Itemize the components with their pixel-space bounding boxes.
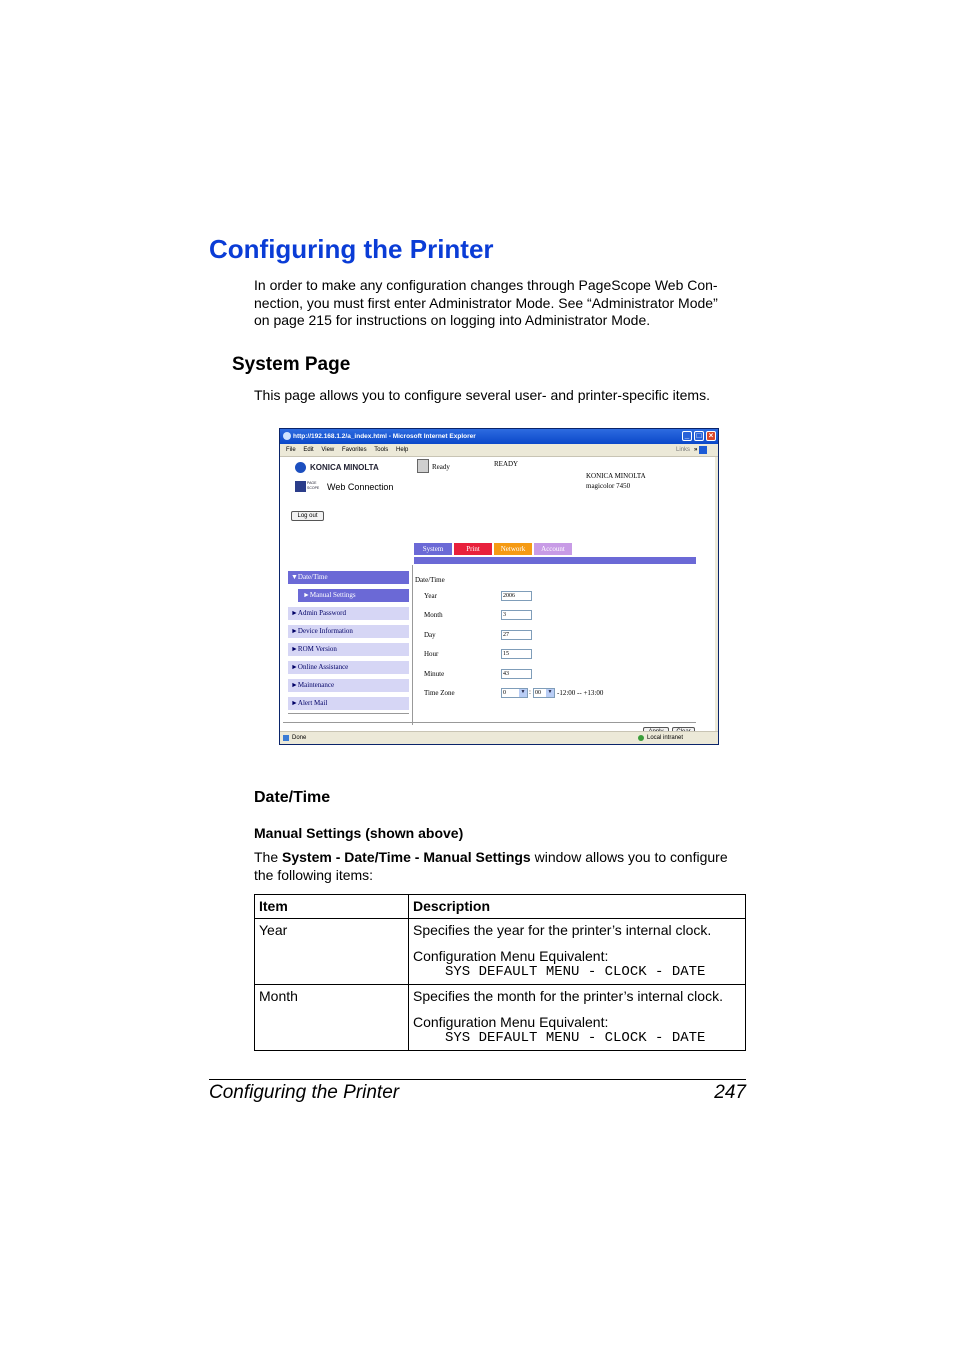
- minute-input[interactable]: 43: [501, 669, 532, 679]
- month-label: Month: [424, 611, 443, 619]
- table-cell-item: Month: [255, 985, 409, 1051]
- table-cell-item: Year: [255, 919, 409, 985]
- browser-menubar: [280, 444, 718, 457]
- brand-name: KONICA MINOLTA: [310, 463, 379, 472]
- timezone-minute-value: 00: [535, 690, 541, 696]
- chevron-down-icon[interactable]: ▼: [547, 690, 553, 695]
- date-time-text-pre: The: [254, 849, 283, 865]
- table-header-row: [255, 895, 746, 919]
- table-header-item: Item: [255, 895, 409, 919]
- pagescope-label: PAGE SCOPE: [307, 481, 320, 490]
- pagescope-logo-icon: [295, 481, 306, 492]
- nav-online-assistance[interactable]: ►Online Assistance: [288, 661, 409, 674]
- timezone-minute-select[interactable]: [533, 688, 555, 698]
- manual-settings-heading: Manual Settings (shown above): [254, 825, 464, 841]
- printer-status: Ready: [432, 463, 450, 471]
- date-time-text-post: window allows you to configure: [530, 849, 728, 865]
- tab-print[interactable]: Print: [454, 543, 492, 555]
- printer-status-big: READY: [494, 460, 519, 468]
- intranet-icon: [638, 735, 644, 741]
- intro-line: nection, you must first enter Administrator Mode. See “Administrator Mode”: [254, 294, 718, 311]
- nav-alert-mail[interactable]: ►Alert Mail: [288, 697, 409, 710]
- model-name: magicolor 7450: [586, 482, 631, 490]
- intro-line: In order to make any configuration changes through PageScope Web Con-: [254, 277, 718, 293]
- tab-network[interactable]: Network: [494, 543, 532, 555]
- menu-tools[interactable]: Tools: [374, 447, 389, 453]
- date-time-heading: Date/Time: [254, 789, 331, 806]
- browser-title: http://192.168.1.2/a_index.html - Microsoft Internet Explorer: [293, 433, 476, 440]
- web-content: [283, 457, 715, 733]
- chevron-down-icon[interactable]: ▼: [520, 690, 526, 695]
- row-description: Specifies the year for the printer’s internal clock.: [413, 922, 712, 938]
- table-row: [255, 919, 746, 985]
- system-page-heading: System Page: [232, 354, 351, 375]
- table-header-description: Description: [409, 895, 746, 919]
- items-table: [254, 894, 746, 1051]
- nav-date-time[interactable]: ▼Date/Time: [288, 571, 409, 584]
- timezone-hour-select[interactable]: [501, 688, 528, 698]
- day-label: Day: [424, 631, 436, 639]
- tab-account[interactable]: Account: [534, 543, 572, 555]
- year-label: Year: [424, 592, 437, 600]
- footer-rule: [209, 1079, 746, 1080]
- ie-icon: [283, 432, 291, 440]
- date-time-text-bold: System - Date/Time - Manual Settings: [282, 849, 531, 865]
- timezone-separator: :: [529, 688, 531, 696]
- browser-titlebar: [280, 429, 718, 444]
- hour-label: Hour: [424, 650, 439, 658]
- footer-title: Configuring the Printer: [209, 1082, 400, 1103]
- row-menu-label: Configuration Menu Equivalent:: [413, 1014, 609, 1030]
- printer-icon: [417, 459, 429, 473]
- menu-favorites[interactable]: Favorites: [341, 447, 367, 453]
- form-title: Date/Time: [415, 576, 445, 584]
- browser-window: [279, 428, 719, 745]
- statusbar-done: Done: [292, 735, 307, 741]
- scrollbar[interactable]: [715, 457, 718, 733]
- statusbar-zone: Local intranet: [647, 735, 684, 741]
- form-divider: [283, 722, 696, 723]
- date-time-paragraph: [254, 849, 728, 884]
- logout-button[interactable]: Log out: [291, 511, 324, 521]
- system-page-text: This page allows you to configure several user- and printer-specific items.: [254, 387, 710, 403]
- row-menu-path: SYS DEFAULT MENU - CLOCK - DATE: [445, 964, 706, 980]
- content-divider: [412, 565, 413, 725]
- year-input[interactable]: 2006: [501, 591, 532, 601]
- page-icon: [283, 735, 289, 741]
- timezone-range: -12:00 -- +13:00: [557, 689, 604, 697]
- windows-flag-icon: [699, 446, 707, 454]
- row-description: Specifies the month for the printer’s internal clock.: [413, 988, 723, 1004]
- nav-device-information[interactable]: ►Device Information: [288, 625, 409, 638]
- chevron-right-icon[interactable]: »: [694, 447, 698, 453]
- date-time-text-line2: the following items:: [254, 866, 374, 883]
- row-menu-path: SYS DEFAULT MENU - CLOCK - DATE: [445, 1030, 706, 1046]
- tab-system[interactable]: System: [414, 543, 452, 555]
- konica-logo-icon: [295, 462, 306, 473]
- page-title: Configuring the Printer: [209, 234, 494, 264]
- row-menu-label: Configuration Menu Equivalent:: [413, 948, 609, 964]
- minimize-icon[interactable]: _: [682, 431, 692, 441]
- timezone-label: Time Zone: [424, 689, 455, 697]
- menu-help[interactable]: Help: [395, 447, 409, 453]
- maximize-icon[interactable]: □: [694, 431, 704, 441]
- timezone-hour-value: 0: [503, 690, 506, 696]
- tab-underline: [414, 557, 696, 564]
- intro-line: on page 215 for instructions on logging into Administrator Mode.: [254, 312, 651, 328]
- hour-input[interactable]: 15: [501, 649, 532, 659]
- day-input[interactable]: 27: [501, 630, 532, 640]
- menu-view[interactable]: View: [321, 447, 335, 453]
- nav-maintenance[interactable]: ►Maintenance: [288, 679, 409, 692]
- table-row: [255, 985, 746, 1051]
- nav-manual-settings[interactable]: ►Manual Settings: [298, 589, 409, 602]
- menu-edit[interactable]: Edit: [303, 447, 314, 453]
- model-brand: KONICA MINOLTA: [586, 472, 646, 480]
- web-connection-label: Web Connection: [327, 482, 394, 492]
- browser-statusbar: [280, 731, 718, 744]
- menu-file[interactable]: File: [286, 447, 296, 453]
- close-icon[interactable]: ×: [706, 431, 716, 441]
- table-cell-description: [409, 985, 746, 1051]
- page-number: 247: [714, 1082, 746, 1103]
- month-input[interactable]: 3: [501, 610, 532, 620]
- minute-label: Minute: [424, 670, 445, 678]
- intro-paragraph: [254, 277, 718, 330]
- nav-divider: [288, 713, 409, 714]
- nav-admin-password[interactable]: ►Admin Password: [288, 607, 409, 620]
- table-cell-description: [409, 919, 746, 985]
- nav-rom-version[interactable]: ►ROM Version: [288, 643, 409, 656]
- links-label[interactable]: Links: [676, 447, 691, 453]
